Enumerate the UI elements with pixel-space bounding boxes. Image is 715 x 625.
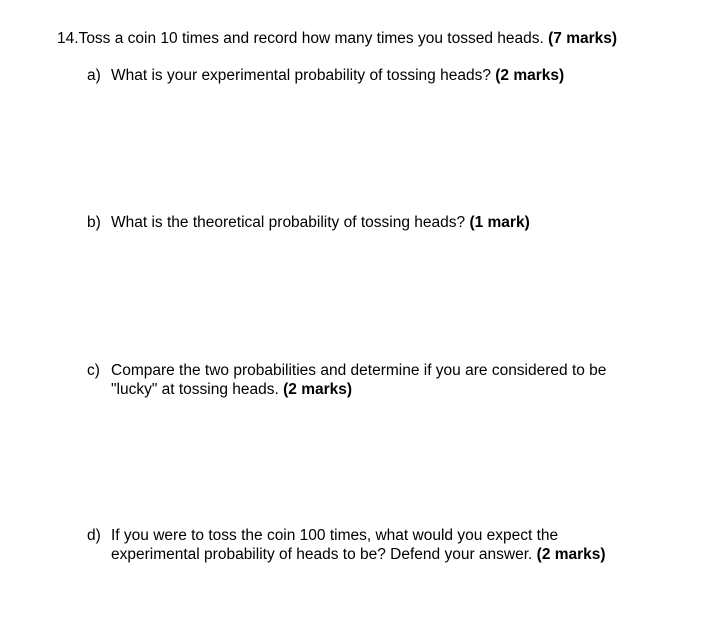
part-a-marks: (2 marks) [495, 67, 565, 84]
part-c-marks: (2 marks) [283, 381, 353, 398]
part-b-text: What is the theoretical probability of tossing heads? [111, 214, 466, 231]
part-b-body [111, 213, 647, 232]
part-c-text: Compare the two probabilities and determine if you are considered to be "lucky" at tossing heads. [111, 362, 607, 398]
part-d-letter: d) [87, 527, 101, 544]
part-c [87, 361, 647, 399]
part-c-letter: c) [87, 362, 100, 379]
part-b-letter: b) [87, 214, 101, 231]
part-a-text: What is your experimental probability of tossing heads? [111, 67, 491, 84]
part-d-body [111, 526, 647, 564]
question-14 [57, 29, 617, 48]
part-b [87, 213, 647, 232]
part-a [87, 66, 647, 85]
question-text: Toss a coin 10 times and record how many times you tossed heads. [78, 30, 544, 47]
part-d-text: If you were to toss the coin 100 times, what would you expect the experimental probability of heads to be? Defend your answer. [111, 527, 559, 563]
question-marks: (7 marks) [548, 30, 618, 47]
part-d [87, 526, 647, 564]
part-a-body [111, 66, 647, 85]
part-c-body [111, 361, 647, 399]
question-number: 14. [57, 30, 79, 47]
part-a-letter: a) [87, 67, 101, 84]
part-d-marks: (2 marks) [536, 546, 606, 563]
part-b-marks: (1 mark) [469, 214, 530, 231]
